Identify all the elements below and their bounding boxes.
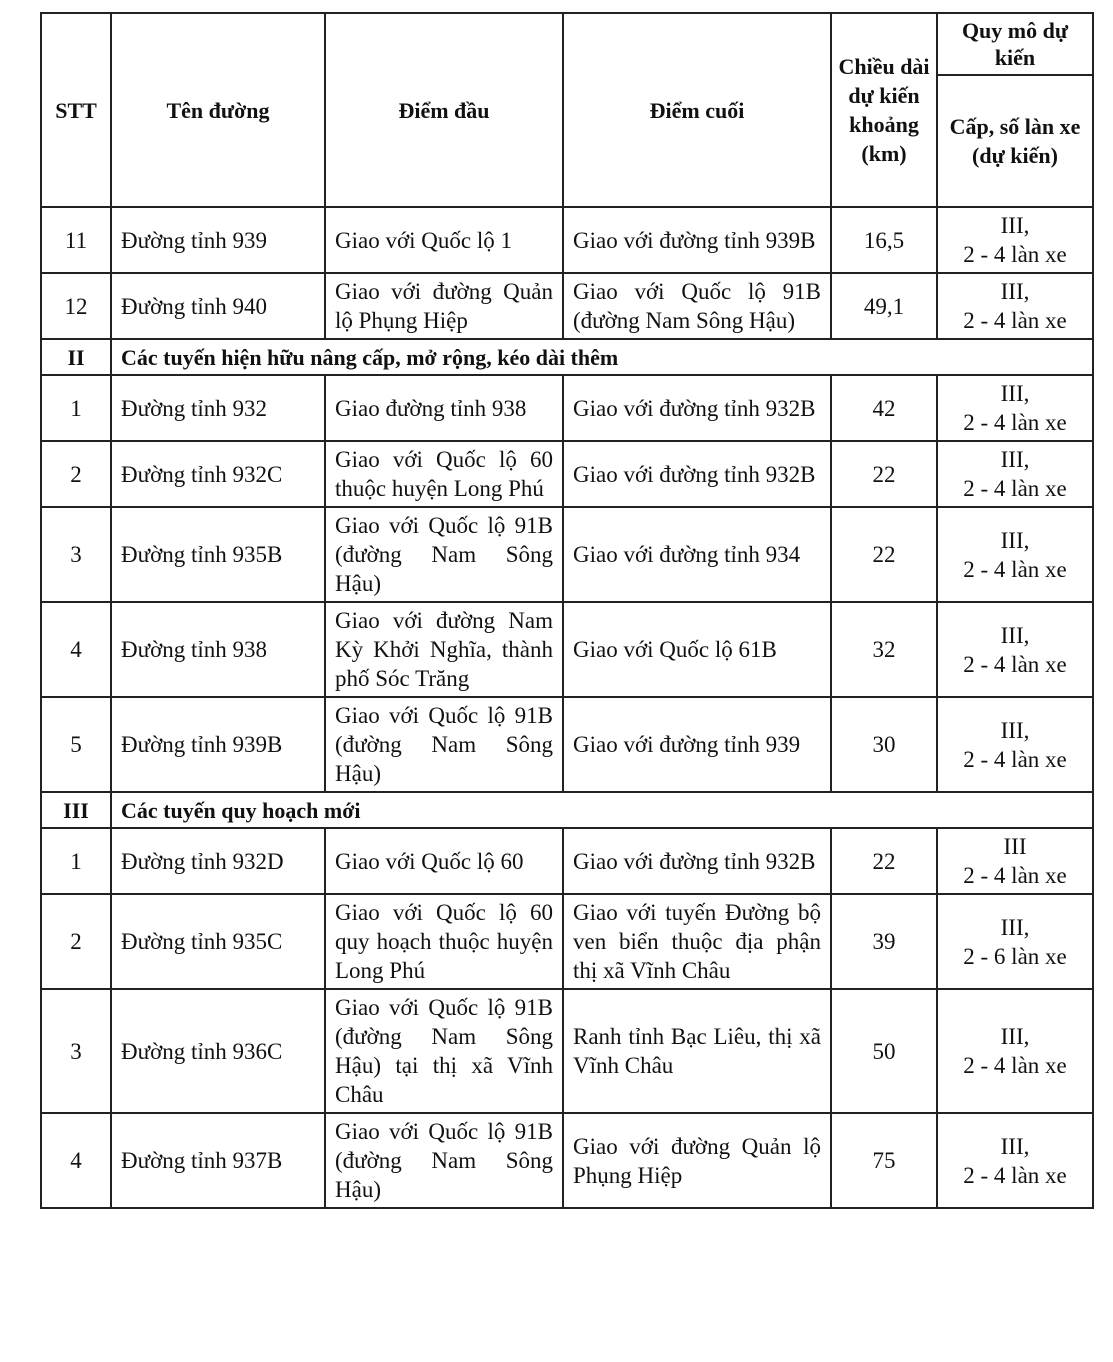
cell-length: 16,5 [831,207,937,273]
cell-end-point: Ranh tỉnh Bạc Liêu, thị xã Vĩnh Châu [563,989,831,1113]
cell-scale [937,375,1093,441]
scale-grade: III, [1000,717,1030,743]
scale-lanes: 2 - 4 làn xe [963,746,1067,772]
cell-road-name: Đường tỉnh 936C [111,989,325,1113]
scale-grade: III, [1000,527,1030,553]
table-body-section-ii [41,375,1093,792]
cell-end-point: Giao với đường Quản lộ Phụng Hiệp [563,1113,831,1208]
table-row [41,894,1093,989]
cell-length: 75 [831,1113,937,1208]
document-page [40,12,1092,1209]
scale-lanes: 2 - 4 làn xe [963,863,1067,888]
header-scale: Cấp, số làn xe (dự kiến) [937,75,1093,207]
cell-start-point: Giao với Quốc lộ 60 quy hoạch thuộc huyện Long Phú [325,894,563,989]
table-header [41,13,1093,207]
scale-grade: III, [1000,381,1030,406]
cell-road-name: Đường tỉnh 937B [111,1113,325,1208]
road-planning-table [40,12,1094,1209]
cell-length: 30 [831,697,937,792]
section-iii [41,792,1093,828]
cell-end-point: Giao với Quốc lộ 91B (đường Nam Sông Hậu) [563,273,831,339]
cell-length: 49,1 [831,273,937,339]
section-roman: III [41,792,111,828]
cell-scale [937,441,1093,507]
scale-lanes: 2 - 4 làn xe [963,1162,1067,1188]
cell-length: 22 [831,441,937,507]
cell-stt: 3 [41,989,111,1113]
scale-lanes: 2 - 4 làn xe [963,410,1067,435]
cell-start-point: Giao với Quốc lộ 91B (đường Nam Sông Hậu) tại thị xã Vĩnh Châu [325,989,563,1113]
cell-start-point: Giao đường tỉnh 938 [325,375,563,441]
cell-stt: 2 [41,894,111,989]
cell-length: 22 [831,507,937,602]
cell-stt: 11 [41,207,111,273]
cell-stt: 3 [41,507,111,602]
cell-road-name: Đường tỉnh 940 [111,273,325,339]
table-body-continued [41,207,1093,339]
cell-road-name: Đường tỉnh 932 [111,375,325,441]
header-stt: STT [41,13,111,207]
scale-grade: III, [1000,622,1030,648]
scale-lanes: 2 - 4 làn xe [963,308,1067,333]
section-roman: II [41,339,111,375]
table-row [41,697,1093,792]
table-row [41,602,1093,697]
cell-length: 42 [831,375,937,441]
cell-stt: 2 [41,441,111,507]
cell-end-point: Giao với tuyến Đường bộ ven biển thuộc địa phận thị xã Vĩnh Châu [563,894,831,989]
header-road-name: Tên đường [111,13,325,207]
cell-scale [937,1113,1093,1208]
cell-length: 22 [831,828,937,894]
cell-road-name: Đường tỉnh 932D [111,828,325,894]
section-header-row [41,339,1093,375]
scale-lanes: 2 - 4 làn xe [963,651,1067,677]
cell-end-point: Giao với đường tỉnh 934 [563,507,831,602]
scale-grade: III, [1000,914,1030,940]
cell-stt: 12 [41,273,111,339]
cell-road-name: Đường tỉnh 938 [111,602,325,697]
table-row [41,828,1093,894]
table-body-section-iii [41,828,1093,1208]
cell-stt: 5 [41,697,111,792]
cell-end-point: Giao với đường tỉnh 939B [563,207,831,273]
cell-scale [937,207,1093,273]
cell-scale [937,273,1093,339]
scale-grade: III [1003,834,1027,859]
cell-start-point: Giao với Quốc lộ 91B (đường Nam Sông Hậu) [325,507,563,602]
section-header-row [41,792,1093,828]
cell-stt: 1 [41,828,111,894]
cell-stt: 1 [41,375,111,441]
scale-lanes: 2 - 4 làn xe [963,476,1067,501]
cell-stt: 4 [41,602,111,697]
table-row [41,989,1093,1113]
cell-end-point: Giao với đường tỉnh 932B [563,828,831,894]
cell-scale [937,828,1093,894]
header-length: Chiều dài dự kiến khoảng (km) [831,13,937,207]
cell-scale [937,602,1093,697]
scale-grade: III, [1000,1133,1030,1159]
table-row [41,273,1093,339]
cell-end-point: Giao với đường tỉnh 939 [563,697,831,792]
cell-end-point: Giao với Quốc lộ 61B [563,602,831,697]
table-row [41,1113,1093,1208]
section-ii [41,339,1093,375]
scale-grade: III, [1000,279,1030,304]
header-start-point: Điểm đầu [325,13,563,207]
cell-length: 32 [831,602,937,697]
table-row [41,375,1093,441]
header-scale-group: Quy mô dự kiến [937,13,1093,75]
cell-length: 50 [831,989,937,1113]
cell-road-name: Đường tỉnh 935C [111,894,325,989]
scale-lanes: 2 - 4 làn xe [963,556,1067,582]
scale-lanes: 2 - 4 làn xe [963,242,1067,267]
cell-start-point: Giao với đường Quản lộ Phụng Hiệp [325,273,563,339]
scale-lanes: 2 - 4 làn xe [963,1053,1067,1078]
table-row [41,441,1093,507]
section-title: Các tuyến hiện hữu nâng cấp, mở rộng, kéo dài thêm [111,339,1093,375]
scale-grade: III, [1000,213,1030,238]
cell-road-name: Đường tỉnh 939B [111,697,325,792]
cell-stt: 4 [41,1113,111,1208]
cell-scale [937,989,1093,1113]
cell-road-name: Đường tỉnh 939 [111,207,325,273]
header-end-point: Điểm cuối [563,13,831,207]
cell-scale [937,507,1093,602]
cell-start-point: Giao với Quốc lộ 60 [325,828,563,894]
cell-start-point: Giao với đường Nam Kỳ Khởi Nghĩa, thành phố Sóc Trăng [325,602,563,697]
cell-end-point: Giao với đường tỉnh 932B [563,441,831,507]
scale-grade: III, [1000,1024,1030,1049]
table-row [41,507,1093,602]
cell-length: 39 [831,894,937,989]
section-title: Các tuyến quy hoạch mới [111,792,1093,828]
cell-start-point: Giao với Quốc lộ 91B (đường Nam Sông Hậu) [325,697,563,792]
cell-scale [937,697,1093,792]
table-row [41,207,1093,273]
cell-start-point: Giao với Quốc lộ 60 thuộc huyện Long Phú [325,441,563,507]
cell-end-point: Giao với đường tỉnh 932B [563,375,831,441]
scale-lanes: 2 - 6 làn xe [963,943,1067,969]
scale-grade: III, [1000,447,1030,472]
cell-start-point: Giao với Quốc lộ 91B (đường Nam Sông Hậu) [325,1113,563,1208]
cell-road-name: Đường tỉnh 932C [111,441,325,507]
cell-road-name: Đường tỉnh 935B [111,507,325,602]
cell-scale [937,894,1093,989]
cell-start-point: Giao với Quốc lộ 1 [325,207,563,273]
